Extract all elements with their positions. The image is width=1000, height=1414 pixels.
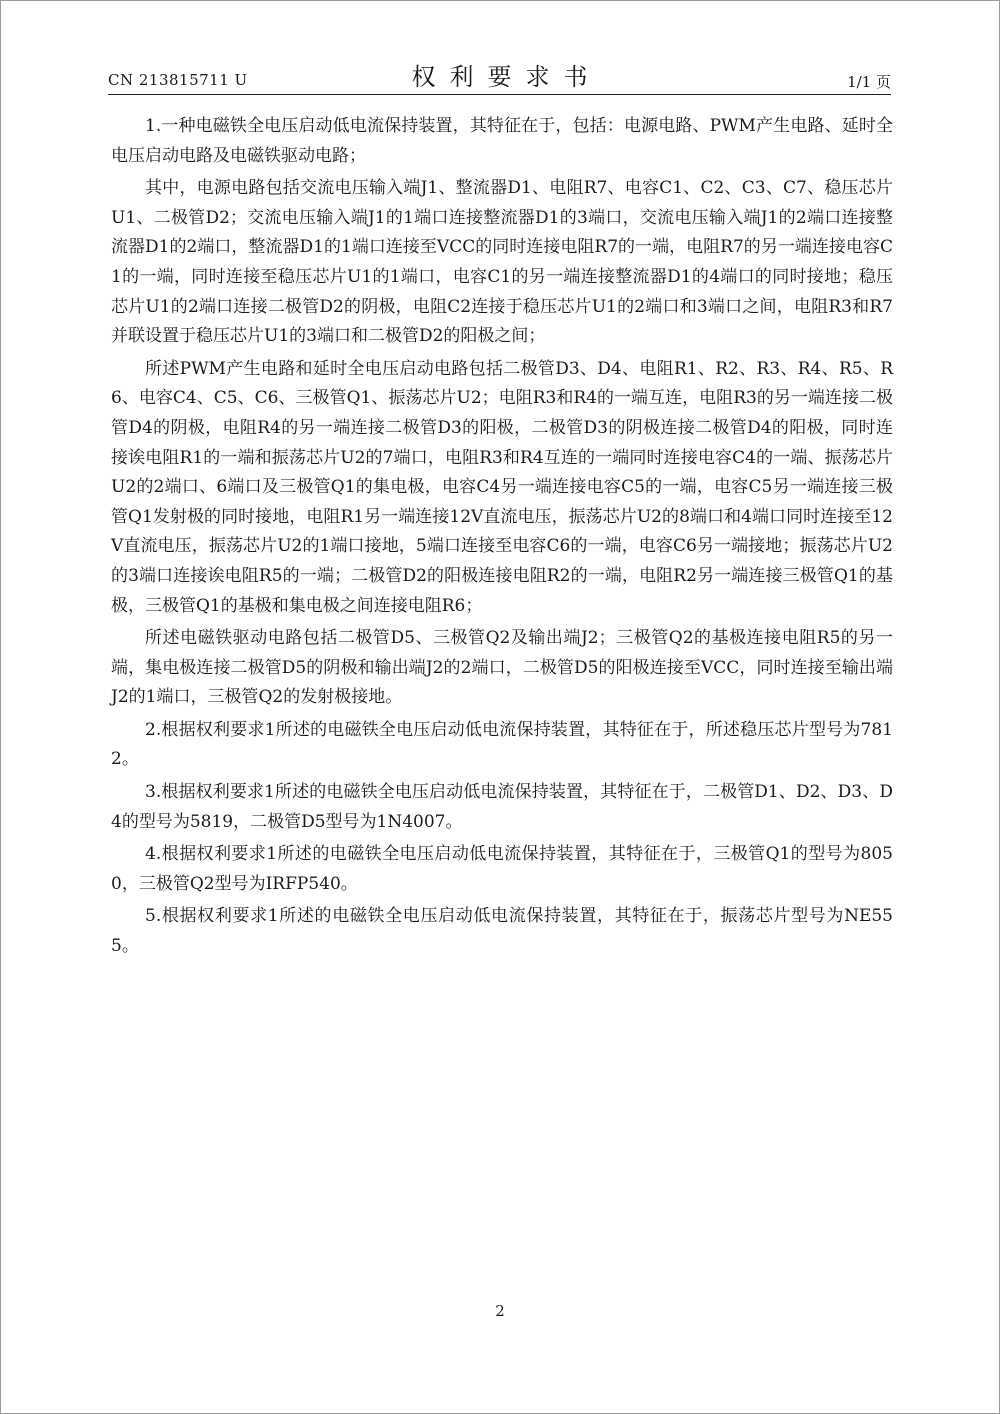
page-number: 2 (495, 1302, 505, 1320)
claim-1-intro: 1.一种电磁铁全电压启动低电流保持装置，其特征在于，包括：电源电路、PWM产生电路、延时全电压启动电路及电磁铁驱动电路； (111, 116, 893, 166)
claims-body (111, 112, 893, 965)
patent-number: CN 213815711 U (108, 71, 248, 89)
claim-3: 3.根据权利要求1所述的电磁铁全电压启动低电流保持装置，其特征在于，二极管D1、D2、D3、D4的型号为5819，二极管D5型号为1N4007。 (111, 782, 893, 832)
claim-5: 5.根据权利要求1所述的电磁铁全电压启动低电流保持装置，其特征在于，振荡芯片型号为NE555。 (111, 906, 893, 957)
claim-4: 4.根据权利要求1所述的电磁铁全电压启动低电流保持装置，其特征在于，三极管Q1的型号为8050，三极管Q2型号为IRFP540。 (111, 844, 893, 894)
page-header (108, 57, 891, 95)
document-title: 权利要求书 (411, 63, 602, 91)
claim-2: 2.根据权利要求1所述的电磁铁全电压启动低电流保持装置，其特征在于，所述稳压芯片型号为7812。 (111, 719, 893, 770)
claim-1-driver-circuit: 所述电磁铁驱动电路包括二极管D5、三极管Q2及输出端J2；三极管Q2的基极连接电阻R5的另一端，集电极连接二极管D5的阴极和输出端J2的2端口，二极管D5的阳极连接至VCC，同时连接至输出端J2的1端口，三极管Q2的发射极接地。 (111, 628, 893, 708)
claim-1-pwm-circuit: 所述PWM产生电路和延时全电压启动电路包括二极管D3、D4、电阻R1、R2、R3、R4、R5、R6、电容C4、C5、C6、三极管Q1、振荡芯片U2；电阻R3和R4的一端互连，电阻R3的另一端连接二极管D4的阴极，电阻R4的另一端连接二极管D3的阳极，二极管D3的阴极连接二极管D4的阳极，同时连接诶电阻R1的一端和振荡芯片U2的7端口，电阻R3和R4互连的一端同时连接电容C4的一端、振荡芯片U2的2端口、6端口及三极管Q1的集电极，电容C4另一端连接电容C5的一端，电容C5另一端连接三极管Q1发射极的同时接地，电阻R1另一端连接12V直流电压，振荡芯片U2的8端口和4端口同时连接至12V直流电压，振荡芯片U2的1端口接地，5端口连接至电容C6的一端，电容C6另一端接地；振荡芯片U2的3端口连接诶电阻R5的一端；二极管D2的阳极连接电阻R2的一端，电阻R2另一端连接三极管Q1的基极，三极管Q1的基极和集电极之间连接电阻R6； (111, 358, 893, 616)
claim-1-power-circuit: 其中，电源电路包括交流电压输入端J1、整流器D1、电阻R7、电容C1、C2、C3、C7、稳压芯片U1、二极管D2；交流电压输入端J1的1端口连接整流器D1的3端口，交流电压输入端J1的2端口连接整流器D1的2端口，整流器D1的1端口连接至VCC的同时连接电阻R7的一端，电阻R7的另一端连接电容C1的一端，同时连接至稳压芯片U1的1端口，电容C1的另一端连接整流器D1的4端口的同时接地；稳压芯片U1的2端口连接二极管D2的阴极，电阻C2连接于稳压芯片U1的2端口和3端口之间，电阻R3和R7并联设置于稳压芯片U1的3端口和二极管D2的阳极之间； (111, 178, 893, 347)
header-divider (108, 94, 891, 95)
page-indicator: 1/1 页 (847, 73, 891, 91)
